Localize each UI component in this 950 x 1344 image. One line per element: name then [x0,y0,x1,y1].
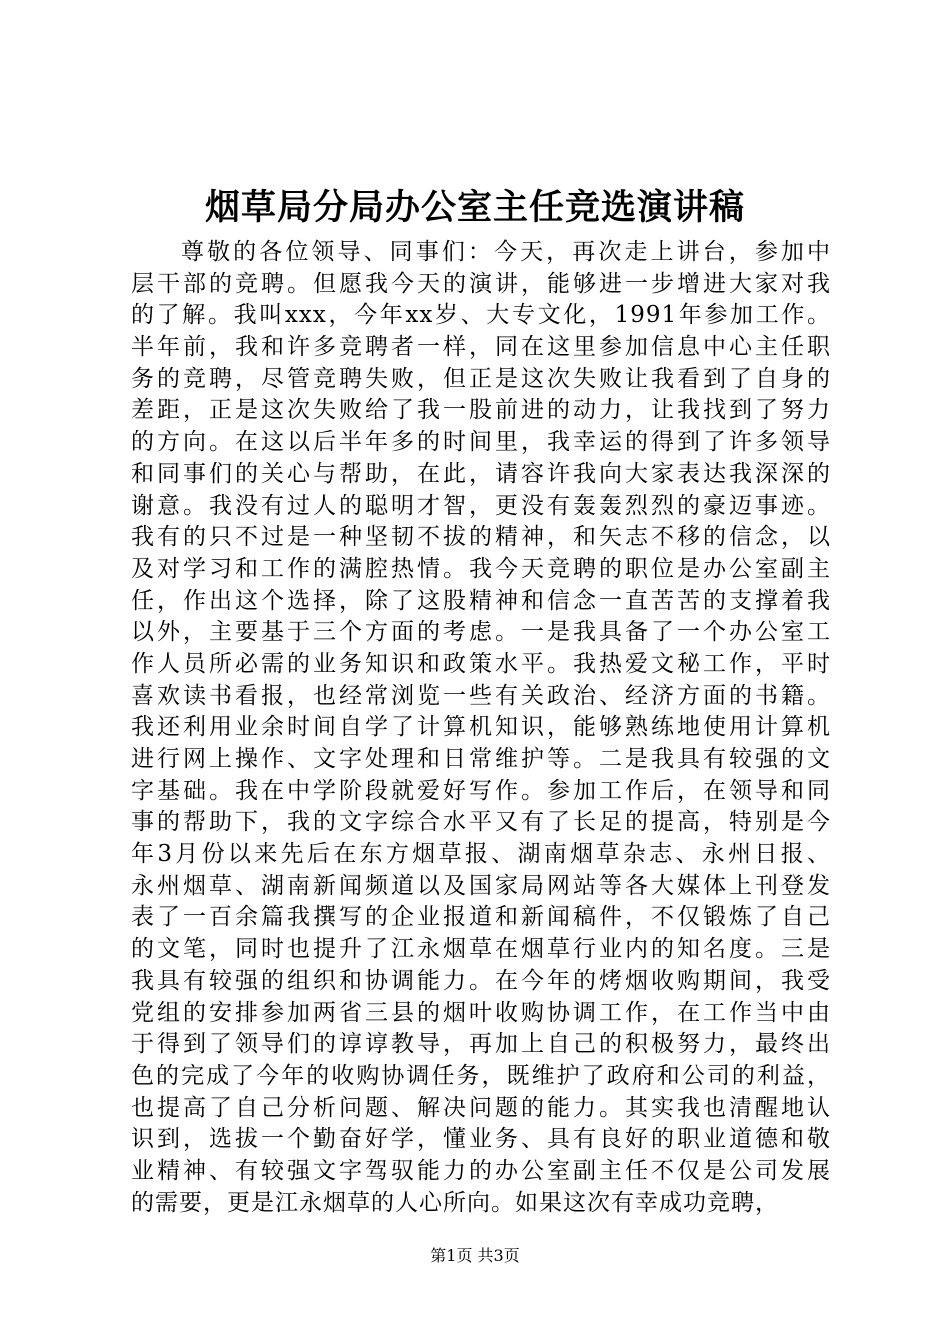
document-body [131,237,831,1219]
body-line: 永州烟草、湖南新闻频道以及国家局网站等各大媒体上刊登发 [131,872,831,899]
body-line: 差距，正是这次失败给了我一股前进的动力，让我找到了努力 [131,397,831,424]
body-line: 我有的只不过是一种坚韧不拔的精神，和矢志不移的信念，以 [131,524,831,551]
body-line: 和同事们的关心与帮助，在此，请容许我向大家表达我深深的 [131,460,831,487]
body-line: 也提高了自己分析问题、解决问题的能力。其实我也清醒地认 [131,1094,831,1121]
body-line: 字基础。我在中学阶段就爱好写作。参加工作后，在领导和同 [131,777,831,804]
body-line: 识到，选拔一个勤奋好学，懂业务、具有良好的职业道德和敬 [131,1126,831,1153]
body-line: 的了解。我叫xxx，今年xx岁、大专文化，1991年参加工作。 [131,302,831,329]
body-line: 任，作出这个选择，除了这股精神和信念一直苦苦的支撑着我 [131,587,831,614]
body-line: 我还利用业余时间自学了计算机知识，能够熟练地使用计算机 [131,714,831,741]
body-line: 事的帮助下，我的文字综合水平又有了长足的提高，特别是今 [131,809,831,836]
body-line: 的方向。在这以后半年多的时间里，我幸运的得到了许多领导 [131,429,831,456]
document-title: 烟草局分局办公室主任竞选演讲稿 [204,187,745,228]
body-line: 于得到了领导们的谆谆教导，再加上自己的积极努力，最终出 [131,1031,831,1058]
body-line: 进行网上操作、文字处理和日常维护等。二是我具有较强的文 [131,746,831,772]
body-line: 业精神、有较强文字驾驭能力的办公室副主任不仅是公司发展 [131,1157,831,1184]
body-line: 的文笔，同时也提升了江永烟草在烟草行业内的知名度。三是 [131,936,831,963]
body-line: 作人员所必需的业务知识和政策水平。我热爱文秘工作，平时 [131,650,831,677]
body-line: 务的竞聘，尽管竞聘失败，但正是这次失败让我看到了自身的 [131,365,831,392]
body-line: 党组的安排参加两省三县的烟叶收购协调工作，在工作当中由 [131,999,831,1026]
body-line: 以外，主要基于三个方面的考虑。一是我具备了一个办公室工 [131,619,831,646]
body-line: 谢意。我没有过人的聪明才智，更没有轰轰烈烈的豪迈事迹。 [131,492,831,519]
body-line: 年3月份以来先后在东方烟草报、湖南烟草杂志、永州日报、 [131,841,831,868]
body-line: 表了一百余篇我撰写的企业报道和新闻稿件，不仅锻炼了自己 [131,904,831,931]
body-line: 的需要，更是江永烟草的人心所向。如果这次有幸成功竞聘， [131,1189,779,1216]
body-line: 半年前，我和许多竞聘者一样，同在这里参加信息中心主任职 [131,334,831,361]
body-line: 我具有较强的组织和协调能力。在今年的烤烟收购期间，我受 [131,967,831,994]
body-line: 喜欢读书看报，也经常浏览一些有关政治、经济方面的书籍。 [131,682,831,709]
page-footer: 第1页 共3页 [430,1246,520,1265]
body-line: 尊敬的各位领导、同事们：今天，再次走上讲台，参加中 [181,239,831,265]
body-line: 色的完成了今年的收购协调任务，既维护了政府和公司的利益， [131,1062,831,1089]
body-line: 层干部的竞聘。但愿我今天的演讲，能够进一步增进大家对我 [131,270,831,297]
body-line: 及对学习和工作的满腔热情。我今天竞聘的职位是办公室副主 [131,555,831,582]
